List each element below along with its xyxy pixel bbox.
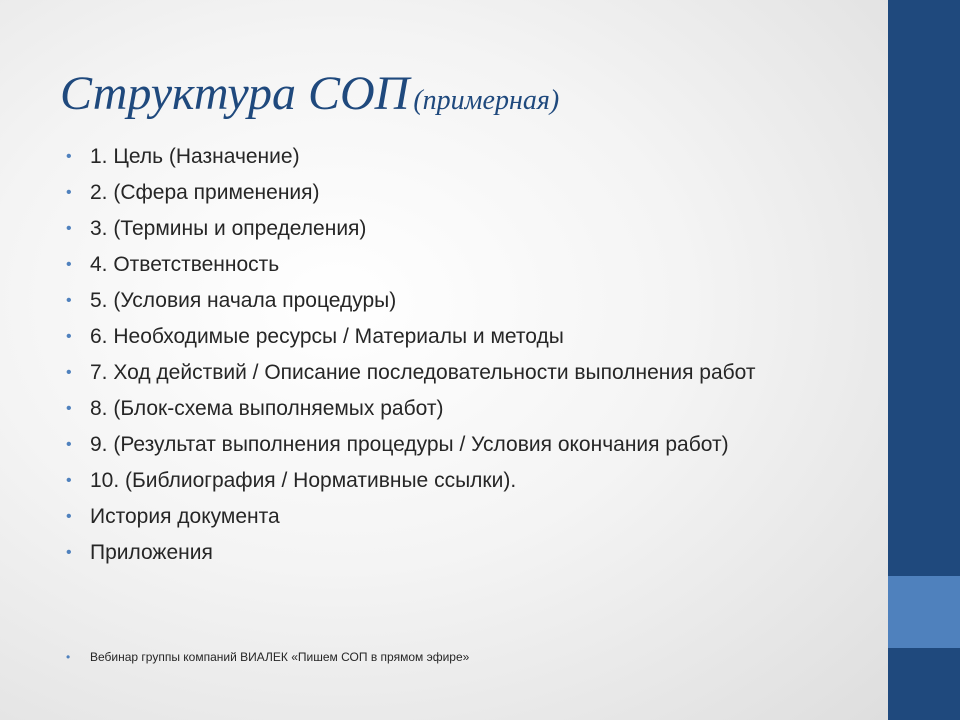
bullet-text: История документа bbox=[90, 505, 280, 528]
slide-title bbox=[60, 66, 559, 121]
bullet-text: Приложения bbox=[90, 541, 213, 564]
bullet-icon: • bbox=[66, 220, 72, 237]
bullet-icon: • bbox=[66, 328, 72, 345]
bullet-item-appendices bbox=[66, 538, 826, 567]
bullet-icon: • bbox=[66, 184, 72, 201]
bullet-text: 8. (Блок-схема выполняемых работ) bbox=[90, 397, 444, 420]
slide-title-main: Структура СОП bbox=[60, 67, 410, 120]
bullet-text: 7. Ход действий / Описание последовательности выполнения работ bbox=[90, 361, 756, 384]
bullet-item-6 bbox=[66, 322, 826, 351]
bullet-icon: • bbox=[66, 544, 72, 561]
bullet-text: 4. Ответственность bbox=[90, 253, 280, 276]
bullet-icon: • bbox=[66, 364, 72, 381]
bullet-icon: • bbox=[66, 400, 72, 417]
bullet-text: 1. Цель (Назначение) bbox=[90, 145, 300, 168]
bullet-item-2 bbox=[66, 178, 826, 207]
bullet-text: 10. (Библиография / Нормативные ссылки). bbox=[90, 469, 517, 492]
bullet-item-7 bbox=[66, 358, 826, 387]
sidebar-accent-block bbox=[888, 576, 960, 648]
bullet-text: 3. (Термины и определения) bbox=[90, 217, 367, 240]
bullet-icon: • bbox=[66, 508, 72, 525]
bullet-item-1 bbox=[66, 142, 826, 171]
footnote-text: Вебинар группы компаний ВИАЛЕК «Пишем СОП в прямом эфире» bbox=[90, 650, 470, 664]
bullet-text: 2. (Сфера применения) bbox=[90, 181, 320, 204]
bullet-icon: • bbox=[66, 148, 72, 165]
bullet-item-3 bbox=[66, 214, 826, 243]
bullet-item-history bbox=[66, 502, 826, 531]
bullet-icon: • bbox=[66, 436, 72, 453]
bullet-icon: • bbox=[66, 292, 72, 309]
bullet-text: 6. Необходимые ресурсы / Материалы и методы bbox=[90, 325, 564, 348]
bullet-item-8 bbox=[66, 394, 826, 423]
slide-title-subtitle: (примерная) bbox=[413, 85, 560, 116]
bullet-item-5 bbox=[66, 286, 826, 315]
bullet-item-4 bbox=[66, 250, 826, 279]
bullet-icon: • bbox=[66, 472, 72, 489]
bullet-icon: • bbox=[66, 650, 71, 664]
bullet-item-9 bbox=[66, 430, 826, 459]
bullet-text: 9. (Результат выполнения процедуры / Условия окончания работ) bbox=[90, 433, 729, 456]
bullet-item-10 bbox=[66, 466, 826, 495]
content-bullet-list bbox=[66, 142, 826, 574]
slide-footnote bbox=[66, 648, 469, 666]
bullet-icon: • bbox=[66, 256, 72, 273]
bullet-text: 5. (Условия начала процедуры) bbox=[90, 289, 397, 312]
